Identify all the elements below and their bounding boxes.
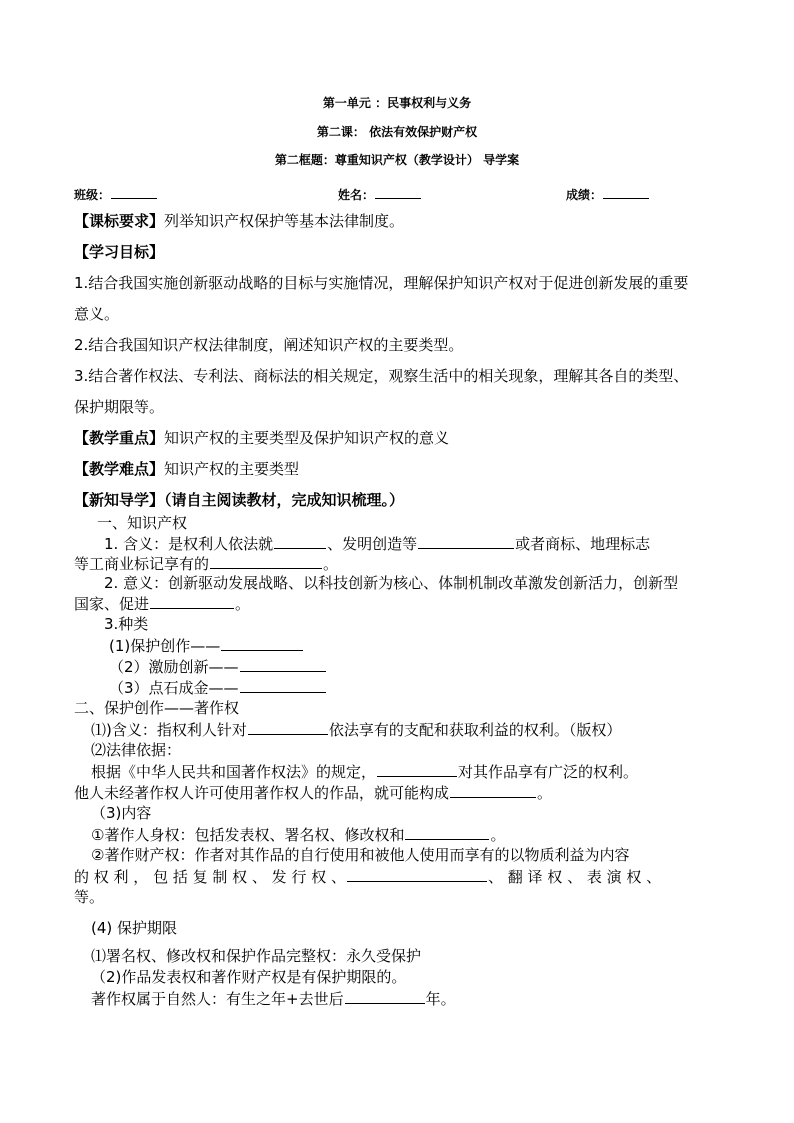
section-copyright-heading: 二、保护创作——著作权 [74,699,240,717]
class-blank[interactable] [111,183,157,199]
teaching-focus [74,428,449,448]
difficulty-label: 【教学难点】 [74,460,165,478]
ip-definition-line-1 [104,533,650,554]
ip-blank-inventions[interactable] [418,533,514,549]
score-blank[interactable] [603,183,649,199]
ip-blank-works[interactable] [274,533,326,549]
goal-1-line-1: 1.结合我国实施创新驱动战略的目标与实施情况，理解保护知识产权对于促进创新发展的重要 [74,274,689,292]
ip-types-heading: 3.种类 [104,615,149,633]
new-knowledge-label: 【新知导学】 [74,491,165,509]
copyright-property-rights-line-3: 等。 [74,888,105,906]
copyright-blank-works[interactable] [248,719,328,735]
ip-type-2-blank[interactable] [240,656,326,672]
ip-blank-promote[interactable] [150,593,234,609]
ip-definition-text-d: 等工商业标记享有的 [74,555,210,573]
copyright-basis-text-a: 根据《中华人民共和国著作权法》的规定， [91,763,377,781]
copyright-basis-line-2 [74,782,552,803]
class-field [74,183,158,203]
requirement-label: 【课标要求】 [74,212,165,230]
protection-period-end: 年。 [425,990,456,1008]
teaching-difficulty [74,459,299,479]
new-knowledge-instruction: （请自主阅读教材，完成知识梳理。） [164,491,405,509]
protection-period-2: （2)作品发表权和著作财产权是有保护期限的。 [91,968,407,986]
focus-label: 【教学重点】 [74,429,165,447]
ip-type-1-blank[interactable] [221,635,303,651]
ip-definition-text-b: 、发明创造等 [327,535,418,553]
ip-definition-text-c: 或者商标、地理标志 [515,535,651,553]
score-label: 成绩： [566,188,603,202]
goal-3-line-1: 3.结合著作权法、专利法、商标法的相关规定，观察生活中的相关现象，理解其各自的类型、 [74,367,689,385]
property-rights-text-a: 的 权 利 ， 包 括 复 制 权 、 发 行 权 、 [74,868,346,886]
ip-significance-text: 国家、促进 [74,595,150,613]
ip-type-2 [109,656,327,677]
protection-period-3 [91,988,456,1009]
copyright-basis-line-1 [91,761,638,782]
protection-period-heading: (4) 保护期限 [91,919,178,937]
property-rights-blank[interactable] [347,866,487,882]
moral-rights-end: 。 [490,826,506,844]
new-knowledge-guide [74,490,404,510]
copyright-basis-text-c: 他人未经著作权人许可使用著作权人的作品，就可能构成 [74,784,450,802]
ip-significance-end: 。 [235,595,251,613]
ip-type-2-label: （2）激励创新—— [109,658,239,676]
ip-significance-line-2 [74,593,250,614]
topic-title: 第二框题：尊重知识产权（教学设计） 导学案 [274,153,520,167]
protection-period-1: ⑴署名权、修改权和保护作品完整权：永久受保护 [91,947,422,965]
protection-period-text: 著作权属于自然人：有生之年+去世后 [91,990,344,1008]
copyright-definition-text-a: ⑴)含义：指权利人针对 [91,721,247,739]
ip-type-3 [109,677,327,698]
section-ip-heading: 一、知识产权 [97,514,188,532]
ip-definition-line-2 [74,553,338,574]
ip-type-3-label: （3）点石成金—— [109,679,239,697]
goal-2: 2.结合我国知识产权法律制度，阐述知识产权的主要类型。 [74,336,464,354]
copyright-property-rights-line-2 [74,866,661,887]
moral-rights-text: ①著作人身权：包括发表权、署名权、修改权和 [91,826,405,844]
curriculum-requirement [74,211,404,231]
protection-years-blank[interactable] [345,988,425,1004]
ip-type-1-label: (1)保护创作—— [109,637,221,655]
name-blank[interactable] [375,183,421,199]
name-label: 姓名： [338,188,375,202]
copyright-blank-holder[interactable] [377,761,457,777]
lesson-title: 第二课： 依法有效保护财产权 [316,125,478,139]
copyright-moral-rights [91,824,505,845]
copyright-blank-infringement[interactable] [450,782,536,798]
unit-title: 第一单元 ：民事权利与义务 [322,96,472,110]
goal-3-line-2: 保护期限等。 [74,398,165,416]
copyright-content-heading: （3)内容 [91,804,152,822]
ip-definition-text-a: 1. 含义：是权利人依法就 [104,535,274,553]
copyright-legal-basis: ⑵法律依据： [91,741,182,759]
ip-definition-text-e: 。 [323,555,339,573]
ip-type-3-blank[interactable] [240,677,326,693]
ip-significance-line-1: 2. 意义：创新驱动发展战略、以科技创新为核心、体制机制改革激发创新活力，创新型 [104,574,679,592]
goals-label: 【学习目标】 [74,243,165,261]
copyright-definition [91,719,621,740]
copyright-basis-end: 。 [537,784,553,802]
class-label: 班级： [74,188,111,202]
requirement-text: 列举知识产权保护等基本法律制度。 [164,212,405,230]
copyright-definition-text-b: 依法享有的支配和获取利益的权利。（版权） [328,721,622,739]
property-rights-text-b: 、 翻 译 权 、 表 演 权 、 [488,868,662,886]
moral-rights-blank[interactable] [405,824,489,840]
score-field [566,183,650,203]
difficulty-text: 知识产权的主要类型 [164,460,300,478]
ip-blank-rights[interactable] [210,553,322,569]
focus-text: 知识产权的主要类型及保护知识产权的意义 [164,429,450,447]
goal-1-line-2: 意义。 [74,305,120,323]
ip-type-1 [109,635,304,656]
name-field [338,183,422,203]
copyright-basis-text-b: 对其作品享有广泛的权利。 [458,763,639,781]
copyright-property-rights-line-1: ②著作财产权：作者对其作品的自行使用和被他人使用而享有的以物质利益为内容 [91,846,630,864]
